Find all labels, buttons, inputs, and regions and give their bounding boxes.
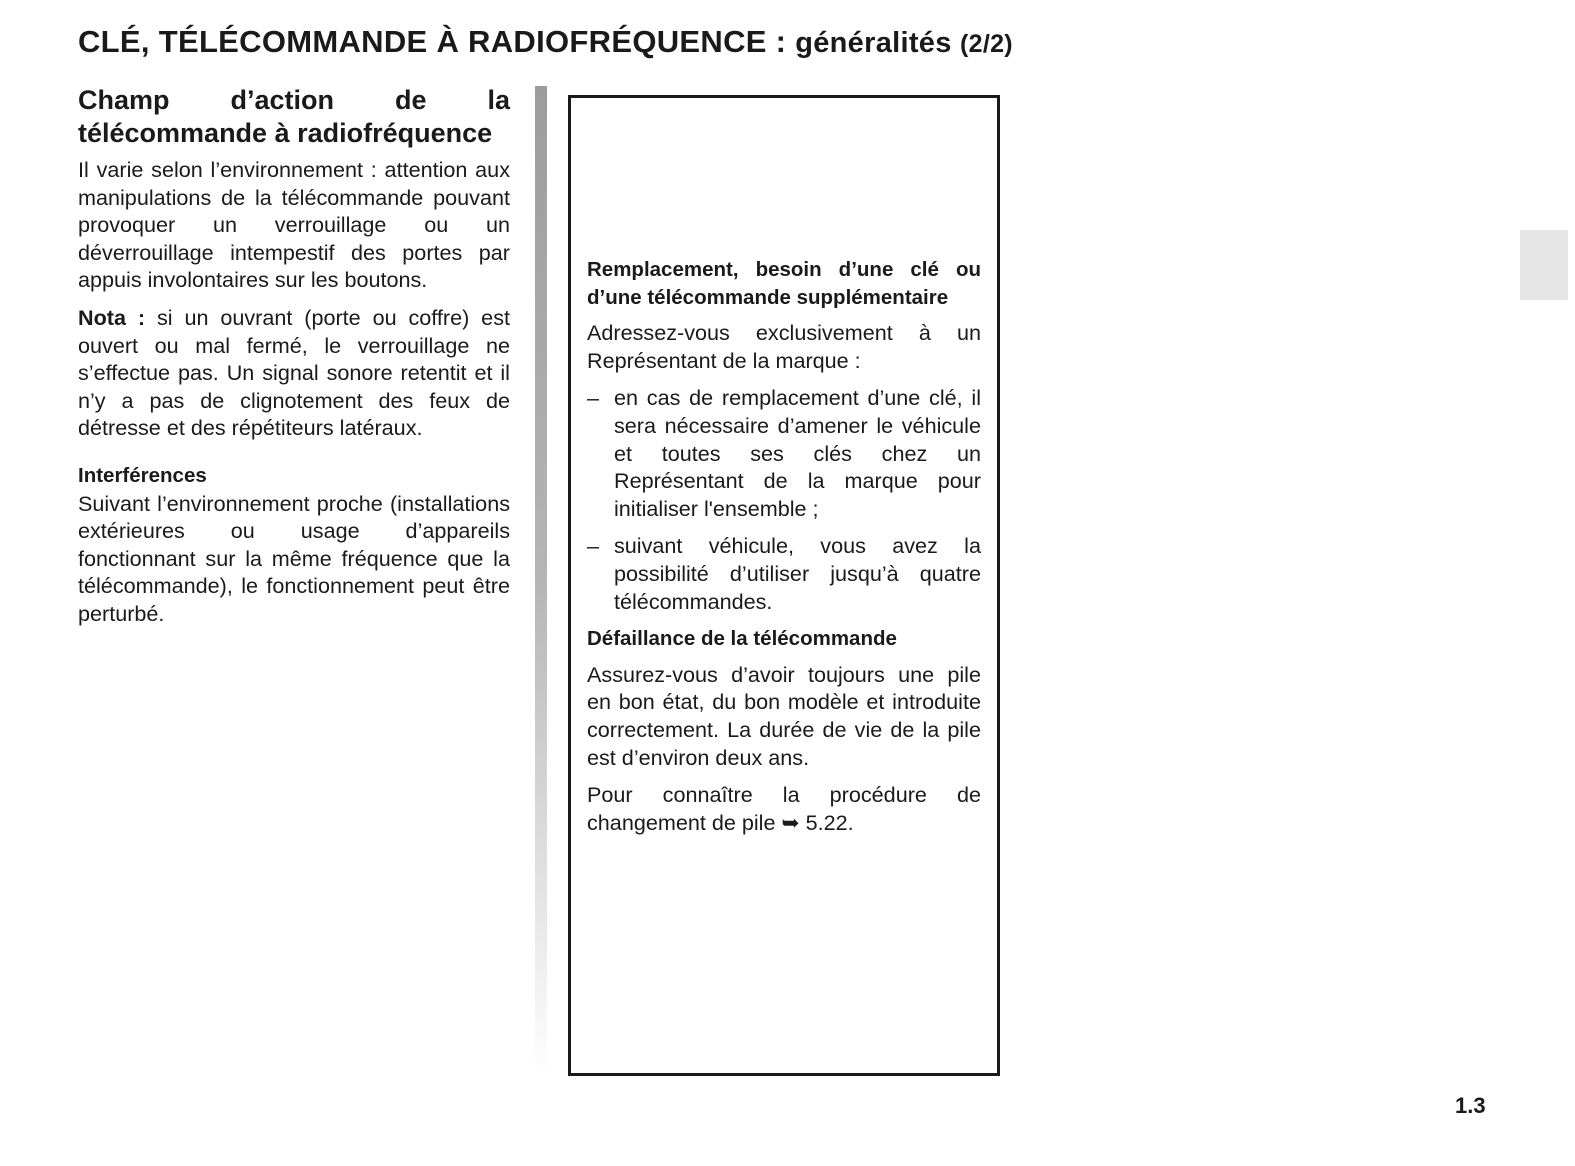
interferences-text: Suivant l’environnement proche (installations extérieures ou usage d’appareils fonctionnant sur la même fréquence que la télécommande), le fonctionnement peut être perturbé. [78,490,510,626]
list-item: – en cas de remplacement d’une clé, il sera nécessaire d’amener le véhicule et toutes ses clés chez un Représentant de la marque pour initialiser l'ensemble ; [587,384,981,522]
bullet-list [587,384,981,615]
chapter-tab [1520,230,1568,300]
nota-label: Nota : [78,304,146,330]
section-heading: Champ d’action de la télécommande à radiofréquence [78,85,510,148]
title-main: CLÉ, TÉLÉCOMMANDE À RADIOFRÉQUENCE : [78,24,796,59]
paragraph: Adressez-vous exclusivement à un Représentant de la marque : [587,320,981,373]
column-divider-bar [535,86,547,1076]
title-sub: généralités [795,27,961,59]
reference-text: Pour connaître la procédure de changement de pile [587,782,981,835]
left-column [78,84,510,638]
info-box-content [587,256,981,846]
paragraph: Assurez-vous d’avoir toujours une pile en bon état, du bon modèle et introduite correctement. La durée de vie de la pile est d’environ deux ans. [587,661,981,770]
title-page-count: (2/2) [960,30,1013,58]
list-item: – suivant véhicule, vous avez la possibilité d’utiliser jusqu’à quatre télécommandes. [587,532,981,615]
reference-paragraph [587,781,981,836]
nota-text: si un ouvrant (porte ou coffre) est ouvert ou mal fermé, le verrouillage ne s’effectue pas. Un signal sonore retentit et il n’y a pas de clignotement des feux de détresse et des répétiteurs latéraux. [78,304,510,441]
interferences-heading: Interférences [78,463,207,487]
page-reference-link[interactable]: 5.22. [799,809,854,835]
page-number: 1.3 [1455,1093,1486,1118]
page-title [78,24,1013,60]
replacement-heading: Remplacement, besoin d’une clé ou d’une télécommande supplémentaire [587,258,981,309]
arrow-icon: ➥ [781,809,800,835]
failure-heading: Défaillance de la télécommande [587,627,897,651]
nota-paragraph [78,304,510,442]
paragraph: Il varie selon l’environnement : attention aux manipulations de la télécommande pouvant provoquer un verrouillage ou un déverrouillage intempestif des portes par appuis involontaires sur les boutons. [78,157,510,293]
